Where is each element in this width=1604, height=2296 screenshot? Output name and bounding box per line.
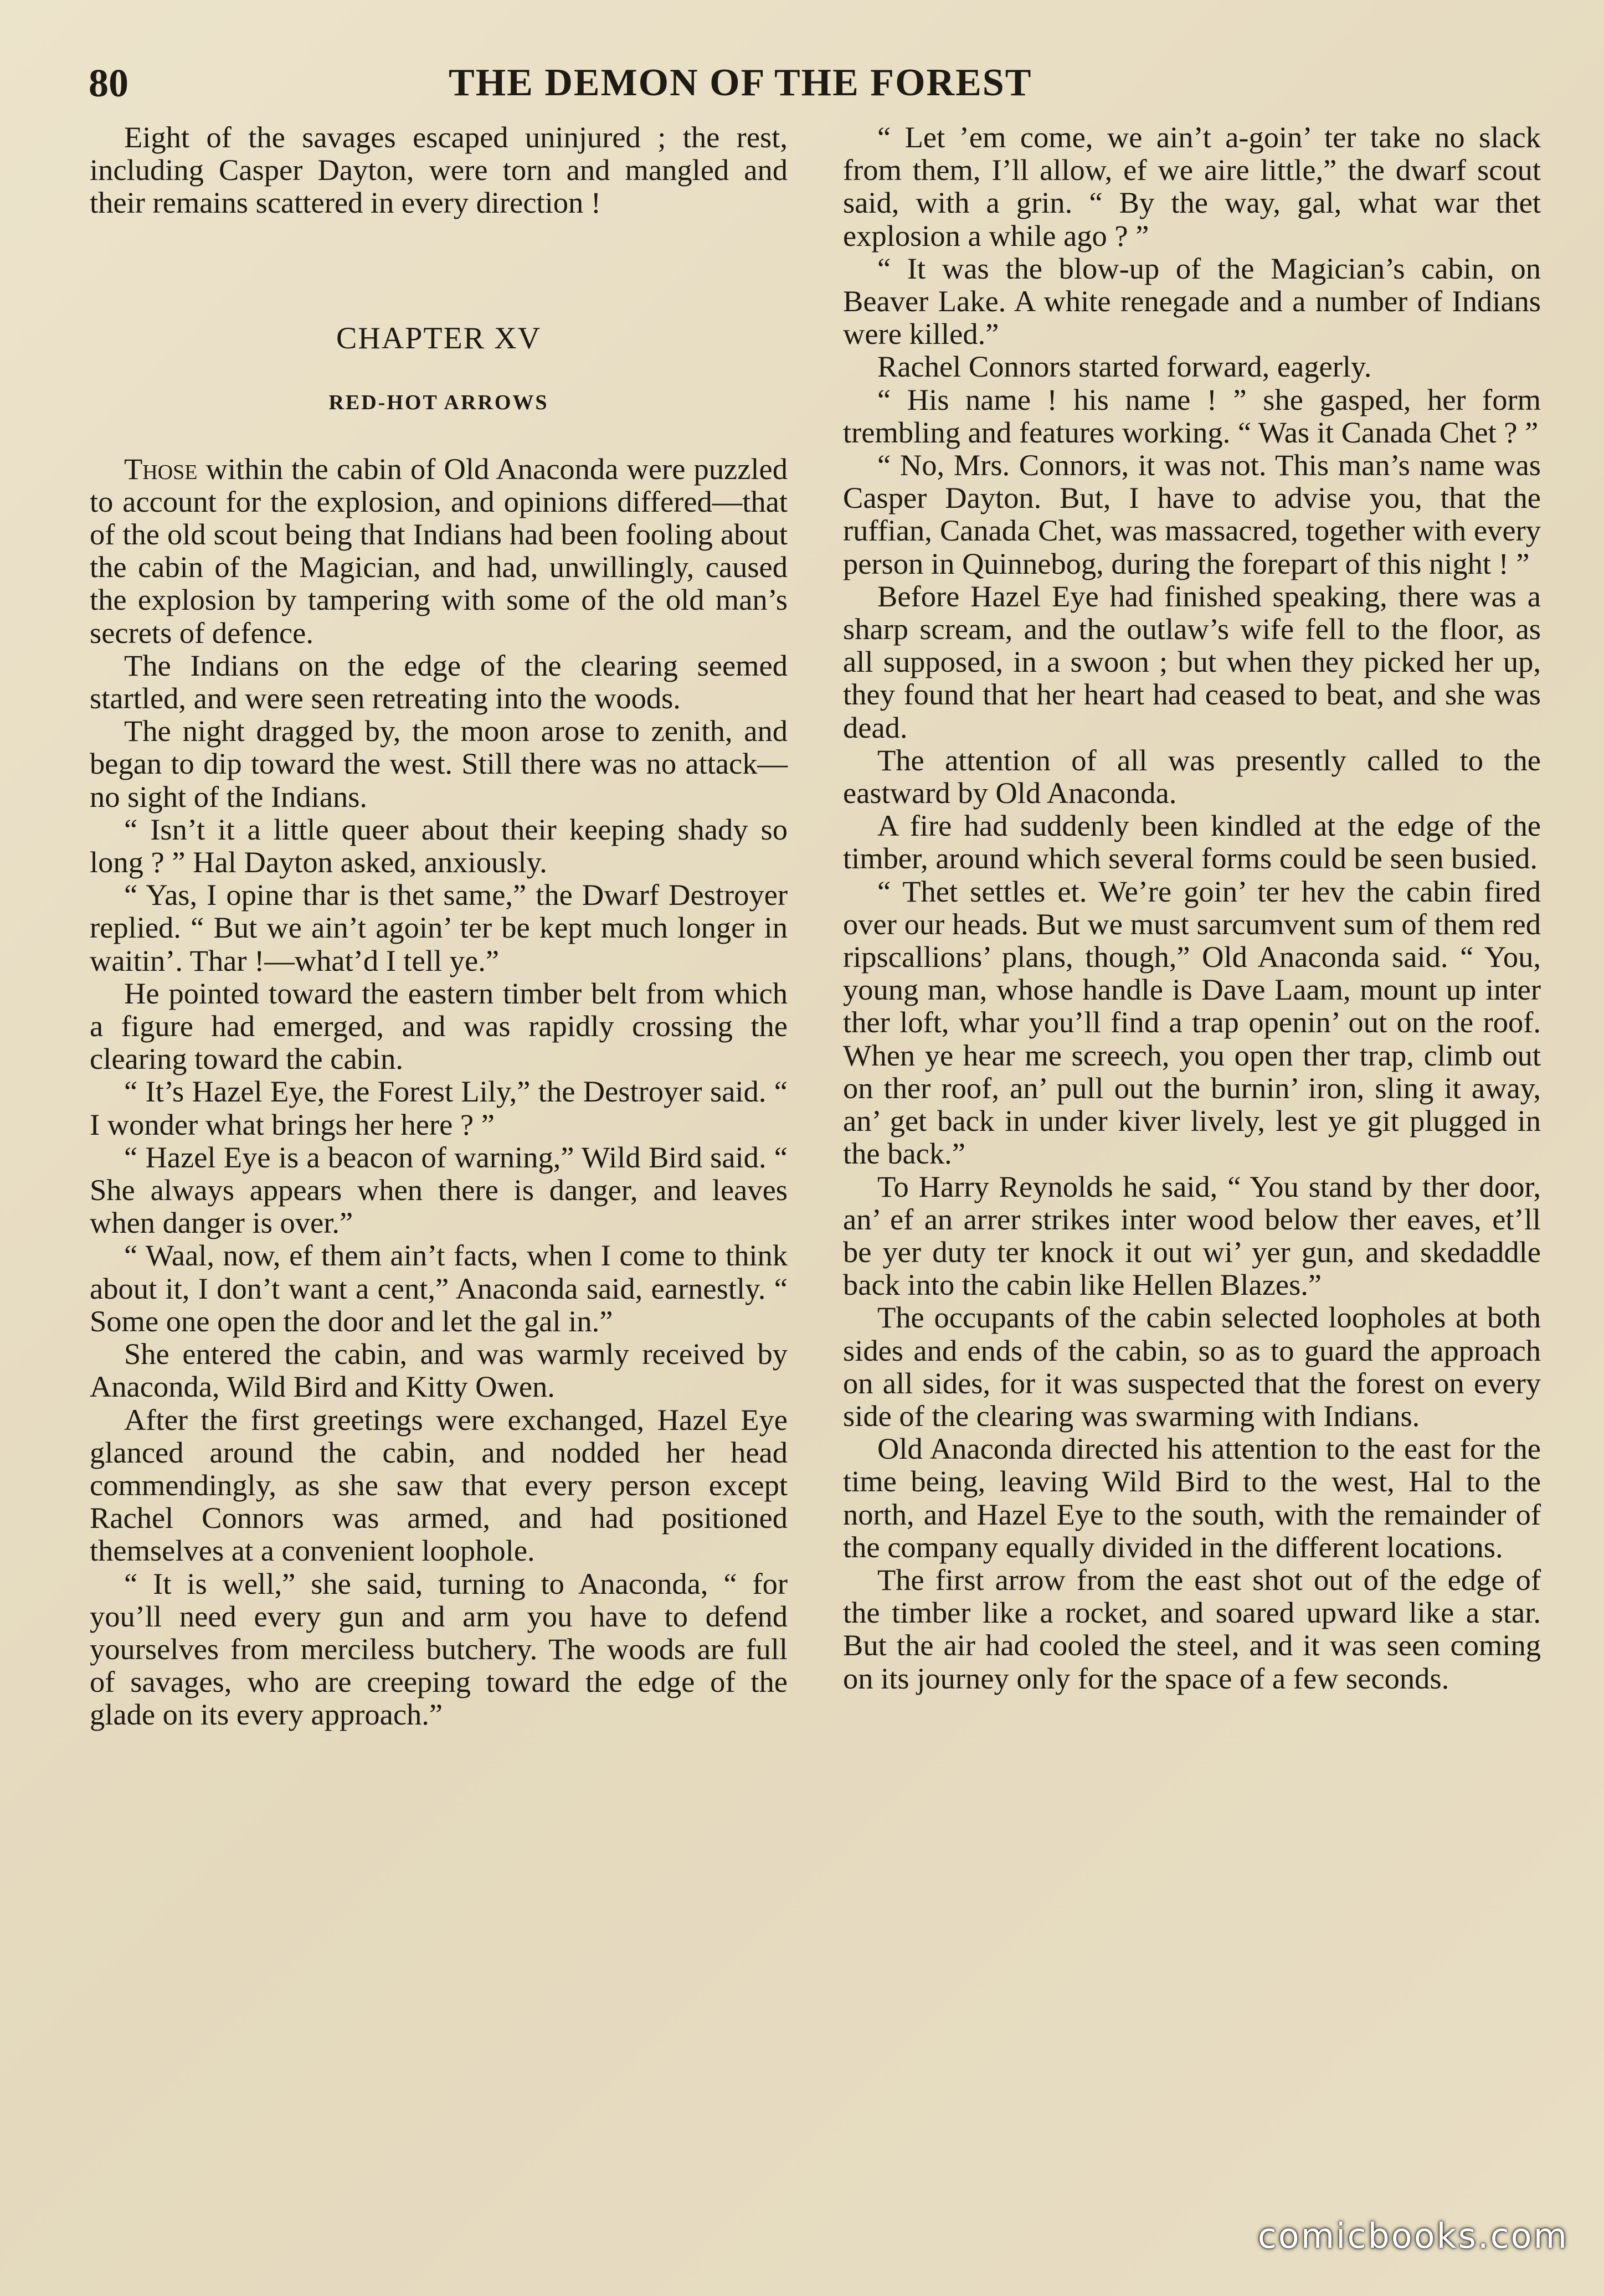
page-header (89, 55, 1540, 116)
left-column (90, 121, 788, 1731)
page-number: 80 (89, 61, 128, 105)
opening-paragraph: Eight of the savages escaped uninjured ; the rest, including Casper Dayton, were torn and mangled and their remains scattered in every direction ! (90, 120, 788, 220)
paragraph: “ His name ! his name ! ” she gasped, her form trembling and features working. “ Was it Canada Chet ? ” (843, 382, 1541, 449)
paragraph: Old Anaconda directed his attention to the east for the time being, leaving Wild Bird to the west, Hal to the north, and Hazel Eye to the south, with the remainder of the company equally divided in the different locations. (843, 1432, 1541, 1564)
paragraph: The Indians on the edge of the clearing seemed startled, and were seen retreating into the woods. (90, 648, 788, 715)
paragraph: “ It’s Hazel Eye, the Forest Lily,” the Destroyer said. “ I wonder what brings her here ? ” (90, 1074, 788, 1141)
paragraph: The night dragged by, the moon arose to zenith, and began to dip toward the west. Still there was no attack—no sight of the Indians. (90, 714, 788, 814)
running-title: THE DEMON OF THE FOREST (449, 61, 1032, 104)
paragraph: The attention of all was presently called to the eastward by Old Anaconda. (843, 743, 1541, 810)
paragraph: “ It was the blow-up of the Magician’s cabin, on Beaver Lake. A white renegade and a number of Indians were killed.” (843, 251, 1541, 351)
paragraph: The first arrow from the east shot out of the edge of the timber like a rocket, and soared upward like a star. But the air had cooled the steel, and it was seen coming on its journey only for the space of a few seconds. (843, 1562, 1541, 1695)
chapter-title: CHAPTER XV (336, 321, 542, 356)
drop-word: Those (124, 451, 198, 486)
paragraph: He pointed toward the eastern timber belt from which a figure had emerged, and was rapidly crossing the clearing toward the cabin. (90, 976, 788, 1076)
right-column (843, 121, 1541, 1695)
paragraph: “ Waal, now, ef them ain’t facts, when I come to think about it, I don’t want a cent,” Anaconda said, earnestly. “ Some one open the door and let the gal in.” (90, 1238, 788, 1338)
paragraph: “ It is well,” she said, turning to Anaconda, “ for you’ll need every gun and arm you have to defend yourselves from merciless butchery. The woods are full of savages, who are creeping toward the edge of the glade on its every approach.” (90, 1566, 788, 1732)
chapter-subtitle: RED-HOT ARROWS (328, 390, 549, 414)
paragraph: “ Yas, I opine thar is thet same,” the Dwarf Destroyer replied. “ But we ain’t agoin’ ter be kept much longer in waitin’. Thar !—what’d I tell ye.” (90, 878, 788, 977)
paragraph: After the first greetings were exchanged, Hazel Eye glanced around the cabin, and nodded her head commendingly, as she saw that every person except Rachel Connors was armed, and had positioned themselves at a convenient loophole. (90, 1402, 788, 1568)
paragraph: Rachel Connors started forward, eagerly. (877, 349, 1372, 384)
paragraph: “ Hazel Eye is a beacon of warning,” Wild Bird said. “ She always appears when there is danger, and leaves when danger is over.” (90, 1140, 788, 1240)
paragraph: “ No, Mrs. Connors, it was not. This man’s name was Casper Dayton. But, I have to advise you, that the ruffian, Canada Chet, was massacred, together with every person in Quinnebog, during the forepart of this night ! ” (843, 448, 1541, 580)
chapter-first-paragraph (90, 452, 788, 649)
first-paragraph-text: within the cabin of Old Anaconda were puzzled to account for the explosion, and opinions differed—that of the old scout being that Indians had been fooling about the cabin of the Magician, and had, unwillingly, caused the explosion by tampering with some of the old man’s secrets of defence. (90, 451, 788, 650)
paragraph: “ Let ’em come, we ain’t a-goin’ ter take no slack from them, I’ll allow, ef we aire little,” the dwarf scout said, with a grin. “ By the way, gal, what war thet explosion a while ago ? ” (843, 120, 1541, 253)
paragraph: “ Isn’t it a little queer about their keeping shady so long ? ” Hal Dayton asked, anxiously. (90, 812, 788, 879)
paragraph: A fire had suddenly been kindled at the edge of the timber, around which several forms could be seen busied. (843, 809, 1541, 876)
paragraph: “ Thet settles et. We’re goin’ ter hev the cabin fired over our heads. But we must sarcumvent sum of them red ripscallions’ plans, though,” Old Anaconda said. “ You, young man, whose handle is Dave Laam, mount up inter ther loft, whar you’ll find a trap openin’ out on the roof. When ye hear me screech, you open ther trap, climb out on ther roof, an’ pull out the burnin’ iron, sling it away, an’ get back in under kiver lively, lest ye git plugged in the back.” (843, 874, 1541, 1171)
paragraph: To Harry Reynolds he said, “ You stand by ther door, an’ ef an arrer strikes inter wood below ther eaves, et’ll be yer duty ter knock it out wi’ yer gun, and skedaddle back into the cabin like Hellen Blazes.” (843, 1169, 1541, 1302)
paragraph: She entered the cabin, and was warmly received by Anaconda, Wild Bird and Kitty Owen. (90, 1337, 788, 1404)
paragraph: Before Hazel Eye had finished speaking, there was a sharp scream, and the outlaw’s wife fell to the floor, as all supposed, in a swoon ; but when they picked her up, they found that her heart had ceased to beat, and she was dead. (843, 579, 1541, 744)
site-watermark: comicbooks.com (1257, 2216, 1569, 2256)
paragraph: The occupants of the cabin selected loopholes at both sides and ends of the cabin, so as to guard the approach on all sides, for it was suspected that the forest on every side of the clearing was swarming with Indians. (843, 1300, 1541, 1433)
